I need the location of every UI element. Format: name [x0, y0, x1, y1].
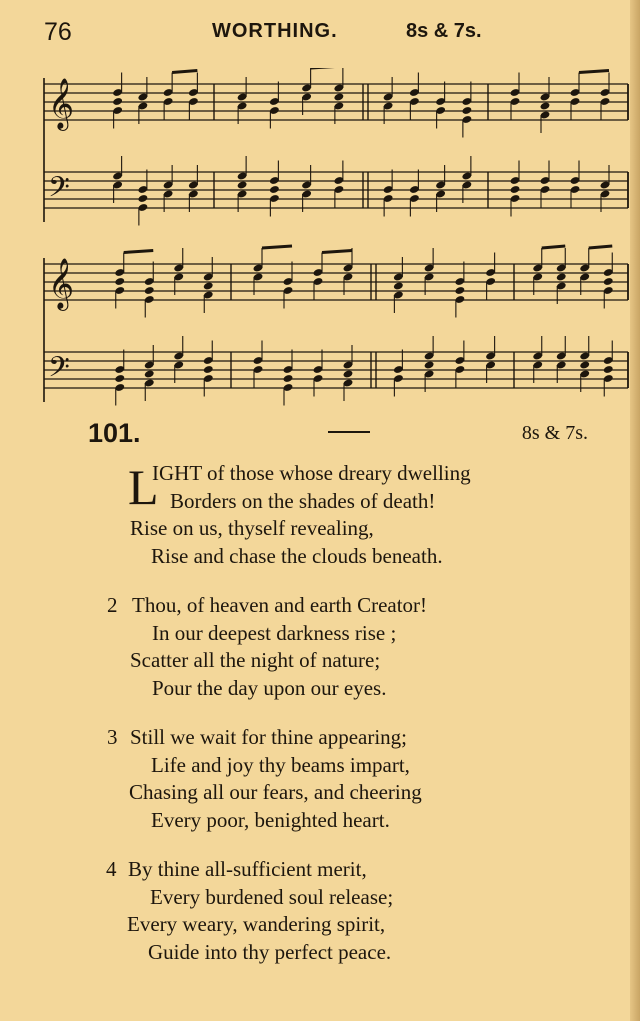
verse-line: In our deepest darkness rise ;	[152, 620, 397, 645]
verse-number: 4	[106, 857, 117, 881]
drop-cap: L	[128, 459, 159, 515]
heading-rule	[328, 431, 370, 433]
verse-2	[0, 592, 640, 702]
note-head	[203, 281, 214, 290]
note-head	[510, 185, 521, 194]
note-head	[540, 101, 551, 110]
hymn-text	[0, 460, 640, 988]
treble-clef-icon: 𝄞	[48, 258, 75, 309]
note-head	[603, 277, 614, 286]
note-beam	[322, 251, 352, 253]
note-head	[269, 185, 280, 194]
tune-meter: 8s & 7s.	[406, 20, 482, 42]
verse-line: Rise on us, thyself revealing,	[130, 516, 374, 540]
note-head	[579, 360, 590, 369]
verse-line: Rise and chase the clouds beneath.	[151, 543, 443, 568]
hymn-heading	[88, 418, 588, 450]
note-head	[461, 106, 472, 115]
verse-number: 2	[107, 593, 118, 617]
note-head	[454, 286, 465, 295]
verse-line: Thou, of heaven and earth Creator!	[132, 593, 428, 617]
verse-line: IGHT of those whose dreary dwelling	[152, 461, 471, 485]
note-head	[144, 369, 155, 378]
note-beam	[579, 71, 609, 73]
note-head	[424, 360, 435, 369]
page-header	[44, 18, 604, 48]
note-head	[114, 374, 125, 383]
verse-line: Still we wait for thine appearing;	[130, 725, 408, 749]
verse-line: Life and joy thy beams impart,	[151, 752, 410, 777]
tune-title: WORTHING.	[212, 20, 338, 42]
note-beam	[124, 251, 154, 253]
verse-number: 3	[107, 725, 118, 749]
note-head	[393, 281, 404, 290]
verse-line: Every burdened soul release;	[150, 884, 394, 909]
verse-1	[0, 460, 640, 570]
verse-line: Pour the day upon our eyes.	[152, 675, 387, 700]
verse-line: Every weary, wandering spirit,	[127, 912, 386, 936]
music-system-2	[44, 246, 628, 406]
note-head	[114, 277, 125, 286]
note-beam	[172, 71, 197, 73]
note-head	[603, 365, 614, 374]
note-head	[137, 194, 148, 203]
note-head	[333, 92, 344, 101]
verse-line: By thine all-sufficient merit,	[128, 857, 367, 881]
note-head	[237, 180, 248, 189]
music-system-1	[44, 68, 628, 226]
page-number: 76	[44, 18, 72, 46]
music-score	[38, 68, 632, 408]
note-head	[112, 97, 123, 106]
treble-clef-icon: 𝄞	[48, 78, 75, 129]
hymn-number: 101.	[88, 418, 141, 448]
note-head	[144, 286, 155, 295]
verse-line: Borders on the shades of death!	[170, 488, 436, 513]
verse-line: Guide into thy perfect peace.	[148, 939, 392, 964]
verse-4	[0, 856, 640, 966]
note-head	[556, 272, 567, 281]
bass-clef-icon: 𝄢	[48, 351, 70, 391]
note-head	[203, 365, 214, 374]
note-beam	[589, 246, 613, 248]
verse-line: Every poor, benighted heart.	[151, 807, 390, 832]
note-head	[283, 374, 294, 383]
note-beam	[542, 246, 566, 248]
verse-line: Scatter all the night of nature;	[130, 648, 381, 672]
bass-clef-icon: 𝄢	[48, 171, 70, 211]
note-beam	[262, 246, 292, 248]
note-head	[343, 369, 354, 378]
verse-line: Chasing all our fears, and cheering	[129, 780, 422, 804]
hymn-meter: 8s & 7s.	[521, 422, 588, 444]
verse-3	[0, 724, 640, 834]
